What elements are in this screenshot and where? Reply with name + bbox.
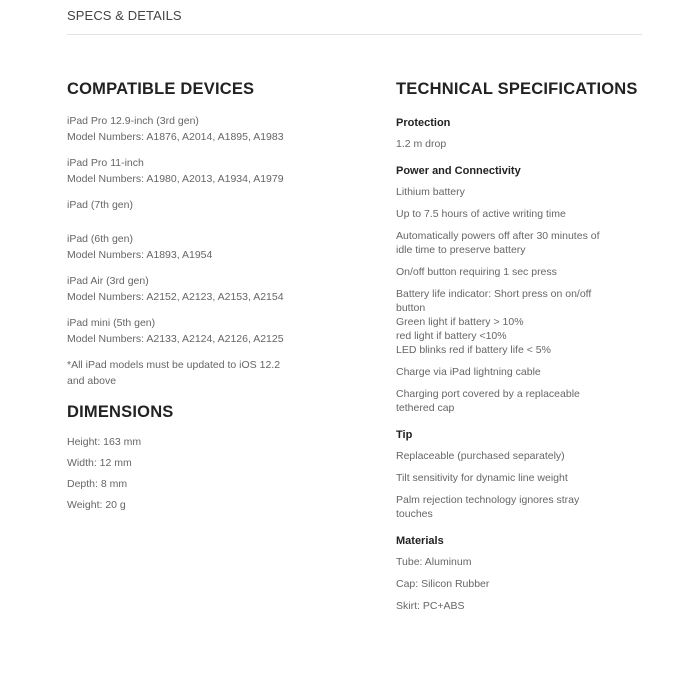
spec-line: On/off button requiring 1 sec press bbox=[396, 266, 557, 278]
compatibility-footnote bbox=[67, 357, 327, 389]
dimension-depth: Depth: 8 mm bbox=[67, 478, 128, 490]
device-name: iPad (7th gen) bbox=[67, 199, 133, 211]
spec-item bbox=[396, 471, 646, 485]
technical-specifications-heading: TECHNICAL SPECIFICATIONS bbox=[396, 80, 638, 98]
spec-line: tethered cap bbox=[396, 402, 455, 414]
dimension-weight: Weight: 20 g bbox=[67, 499, 126, 511]
device-name: iPad Air (3rd gen) bbox=[67, 275, 149, 287]
device-entry bbox=[67, 155, 327, 187]
spec-line: Charge via iPad lightning cable bbox=[396, 366, 541, 378]
footnote-line: and above bbox=[67, 375, 117, 387]
spec-item bbox=[396, 365, 646, 379]
dimension-height: Height: 163 mm bbox=[67, 436, 142, 448]
spec-line: red light if battery <10% bbox=[396, 330, 507, 342]
device-entry bbox=[67, 231, 327, 263]
spec-item bbox=[396, 207, 646, 221]
spec-line: touches bbox=[396, 508, 433, 520]
spec-item bbox=[396, 387, 646, 415]
spec-line: LED blinks red if battery life < 5% bbox=[396, 344, 551, 356]
spec-item bbox=[396, 287, 646, 357]
spec-item: Tube: Aluminum bbox=[396, 556, 472, 568]
spec-item bbox=[396, 229, 646, 257]
right-column bbox=[396, 80, 646, 621]
spec-item bbox=[396, 185, 646, 199]
device-name: iPad (6th gen) bbox=[67, 233, 133, 245]
spec-line: Green light if battery > 10% bbox=[396, 316, 524, 328]
spec-line: Battery life indicator: Short press on on/off bbox=[396, 288, 592, 300]
tip-heading: Tip bbox=[396, 429, 413, 441]
spec-line: button bbox=[396, 302, 426, 314]
spec-line: Automatically powers off after 30 minutes of bbox=[396, 230, 600, 242]
spec-line: Tilt sensitivity for dynamic line weight bbox=[396, 472, 568, 484]
spec-line: Lithium battery bbox=[396, 186, 465, 198]
page-title: SPECS & DETAILS bbox=[67, 8, 182, 23]
device-models: Model Numbers: A1980, A2013, A1934, A1979 bbox=[67, 173, 284, 185]
spec-item: Skirt: PC+ABS bbox=[396, 600, 465, 612]
device-name: iPad Pro 12.9-inch (3rd gen) bbox=[67, 115, 199, 127]
device-entry bbox=[67, 197, 327, 213]
device-models: Model Numbers: A1876, A2014, A1895, A1983 bbox=[67, 131, 284, 143]
spec-line: idle time to preserve battery bbox=[396, 244, 526, 256]
dimensions-heading: DIMENSIONS bbox=[67, 403, 174, 421]
compatible-devices-heading: COMPATIBLE DEVICES bbox=[67, 80, 255, 98]
spec-line: Palm rejection technology ignores stray bbox=[396, 494, 580, 506]
dimension-width: Width: 12 mm bbox=[67, 457, 132, 469]
spec-line: Replaceable (purchased separately) bbox=[396, 450, 565, 462]
left-column bbox=[67, 80, 327, 518]
spec-item bbox=[396, 493, 646, 521]
device-entry bbox=[67, 113, 327, 145]
device-entry bbox=[67, 273, 327, 305]
spec-line: Up to 7.5 hours of active writing time bbox=[396, 208, 566, 220]
spec-item bbox=[396, 265, 646, 279]
device-name: iPad mini (5th gen) bbox=[67, 317, 156, 329]
power-heading: Power and Connectivity bbox=[396, 165, 521, 177]
header-divider bbox=[67, 34, 642, 35]
device-entry bbox=[67, 315, 327, 347]
spec-item: 1.2 m drop bbox=[396, 138, 447, 150]
device-name: iPad Pro 11-inch bbox=[67, 157, 144, 169]
device-models: Model Numbers: A2152, A2123, A2153, A2154 bbox=[67, 291, 284, 303]
spec-item: Cap: Silicon Rubber bbox=[396, 578, 490, 590]
footnote-line: *All iPad models must be updated to iOS 12.2 bbox=[67, 359, 281, 371]
spec-item bbox=[396, 449, 646, 463]
protection-heading: Protection bbox=[396, 117, 451, 129]
materials-heading: Materials bbox=[396, 535, 444, 547]
device-models: Model Numbers: A1893, A1954 bbox=[67, 249, 213, 261]
device-models: Model Numbers: A2133, A2124, A2126, A2125 bbox=[67, 333, 284, 345]
spec-line: Charging port covered by a replaceable bbox=[396, 388, 580, 400]
